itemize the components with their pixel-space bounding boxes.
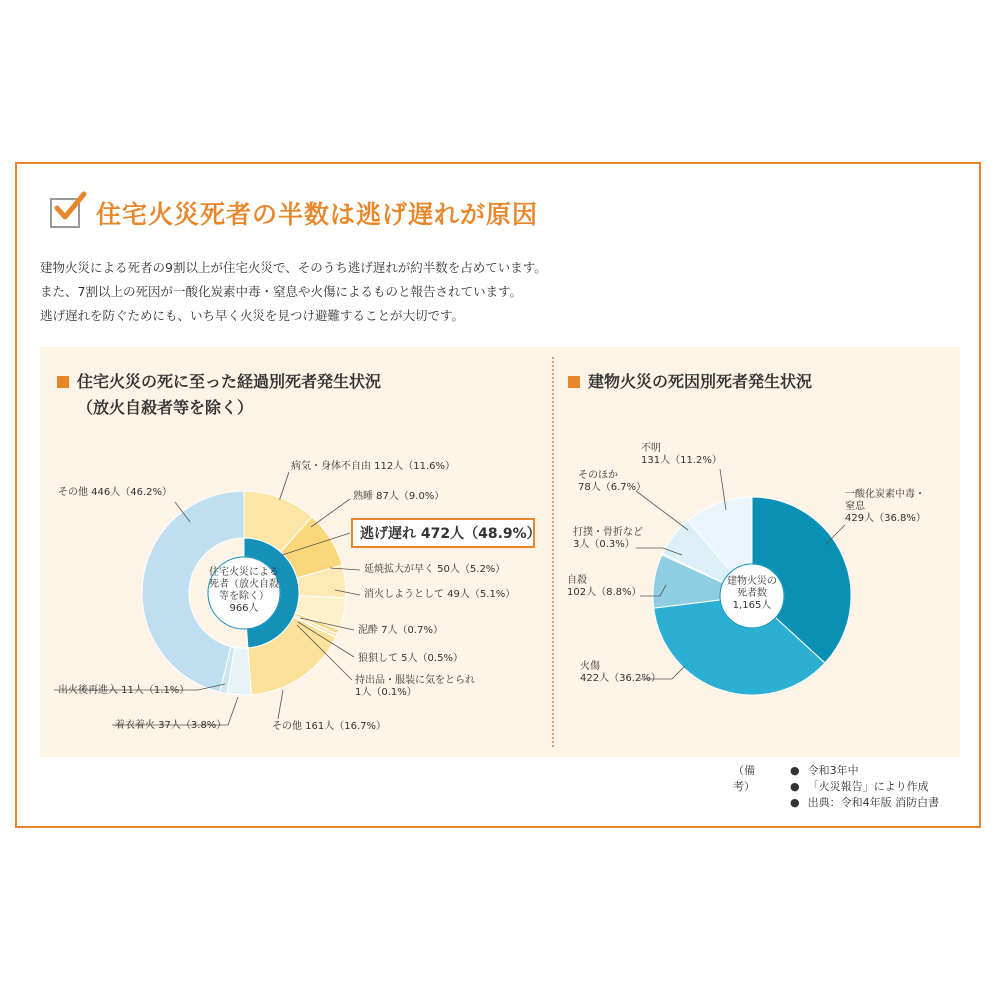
label-deisui: 泥酔 7人（0.7%） [358, 625, 443, 636]
left-chart-subtitle: （放火自殺者等を除く） [77, 398, 254, 417]
label-enshou: 延焼拡大が早く 50人（5.2%） [364, 564, 506, 575]
center-text: 住宅火災による [209, 567, 279, 578]
center-text: 死者数 [737, 588, 767, 599]
note-item: ● 令和3年中 [790, 763, 939, 779]
label-sonota-inner: その他 161人（16.7%） [272, 721, 387, 732]
leader-line [311, 499, 350, 527]
intro-line: 逃げ遅れを防ぐためにも、いち早く火災を見つけ避難することが大切です。 [40, 308, 465, 323]
label-burns: 422人（36.2%） [580, 673, 661, 684]
label-shouka: 消火しようとして 49人（5.1%） [364, 589, 516, 600]
note-item: ● 出典：令和4年版 消防白書 [790, 795, 939, 811]
label-bruise: 3人（0.3%） [573, 539, 635, 550]
label-bruise: 打撲・骨折など [573, 527, 643, 538]
label-co-poisoning: 一酸化炭素中毒・ [845, 489, 925, 500]
label-sonota-outer: その他 446人（46.2%） [58, 487, 173, 498]
leader-line [278, 690, 283, 719]
center-text: 1,165人 [732, 600, 772, 611]
leader-line [636, 491, 688, 530]
leader-line [280, 472, 289, 500]
note-item: ● 「火災報告」により作成 [790, 779, 939, 795]
center-text: 死者（放火自殺 [209, 579, 279, 590]
label-unknown: 不明 [641, 443, 661, 454]
label-co-poisoning: 429人（36.8%） [845, 513, 926, 524]
intro-line: また、7割以上の死因が一酸化炭素中毒・窒息や火傷によるものと報告されています。 [40, 284, 522, 299]
right-chart-title-text: 建物火災の死因別死者発生状況 [588, 372, 813, 391]
label-other: そのほか [578, 470, 618, 481]
label-other: 78人（6.7%） [578, 482, 647, 493]
label-saishinnyuu: 出火後再進入 11人（1.1%） [58, 685, 190, 696]
center-text: 建物火災の [727, 576, 777, 587]
label-jukusui: 熟睡 87人（9.0%） [353, 491, 445, 502]
label-mochidashi-line1: 持出品・服装に気をとられ [355, 675, 475, 686]
center-text: 等を除く） [219, 591, 269, 602]
label-byouki: 病気・身体不自由 112人（11.6%） [291, 461, 456, 472]
label-suicide: 102人（8.8%） [567, 587, 642, 598]
intro-line: 建物火災による死者の9割以上が住宅火災で、そのうち逃げ遅れが約半数を占めています。 [40, 260, 547, 275]
left-chart-title-line1: 住宅火災の死に至った経過別死者発生状況 [77, 372, 382, 391]
page-title: 住宅火災死者の半数は逃げ遅れが原因 [96, 200, 539, 229]
center-text: 966人 [229, 603, 259, 614]
label-chakui: 着衣着火 37人（3.8%） [115, 720, 227, 731]
label-co-poisoning: 窒息 [845, 501, 865, 512]
label-unknown: 131人（11.2%） [641, 455, 722, 466]
label-nigeokure: 逃げ遅れ 472人（48.9%） [360, 526, 541, 542]
notes-list [790, 763, 939, 811]
label-rouba: 狼狽して 5人（0.5%） [358, 653, 463, 664]
label-suicide: 自殺 [567, 575, 587, 586]
label-mochidashi-line2: 1人（0.1%） [355, 687, 417, 698]
notes-head: （備考） [733, 764, 755, 793]
label-burns: 火傷 [580, 661, 600, 672]
